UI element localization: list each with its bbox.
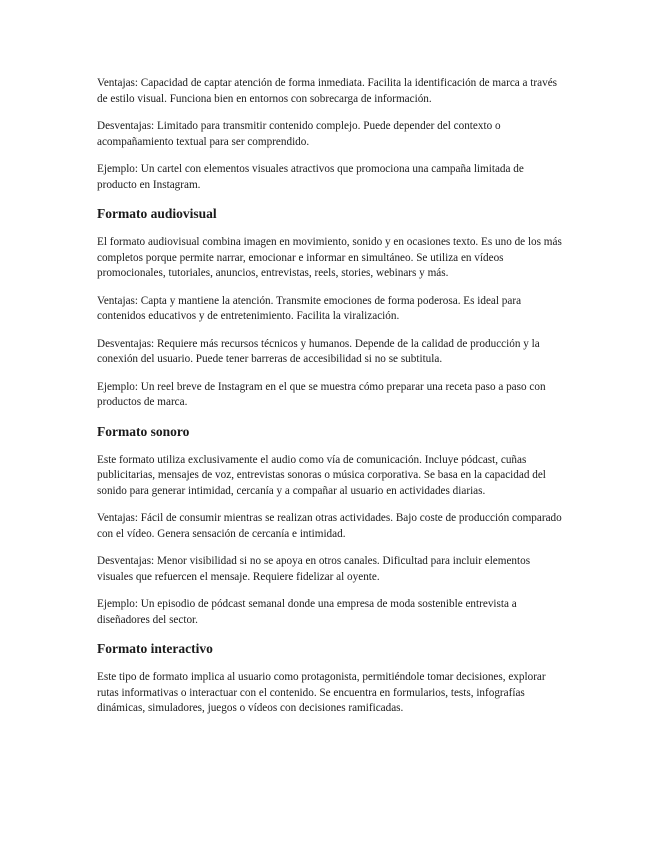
document-page <box>97 76 562 729</box>
paragraph-interactivo-intro: Este tipo de formato implica al usuario como protagonista, permitiéndole tomar decisiones, explorar rutas informativas o interactuar con el contenido. Se encuentra en formularios, tests, infografías dinámicas, simuladores, juegos o vídeos con decisiones ramificadas. <box>97 671 546 714</box>
paragraph-desventajas-visual: Desventajas: Limitado para transmitir contenido complejo. Puede depender del contexto o acompañamiento textual para ser comprendido. <box>97 120 501 148</box>
heading-formato-audiovisual: Formato audiovisual <box>97 206 217 221</box>
paragraph-ejemplo-audiovisual: Ejemplo: Un reel breve de Instagram en el que se muestra cómo preparar una receta paso a paso con productos de marca. <box>97 380 546 408</box>
paragraph-sonoro-intro: Este formato utiliza exclusivamente el audio como vía de comunicación. Incluye pódcast, cuñas publicitarias, mensajes de voz, entrevistas sonoras o música corporativa. Se basa en la capacidad del sonido para generar intimidad, cercanía y a compañar al usuario en actividades diarias. <box>97 453 546 497</box>
paragraph-desventajas-sonoro: Desventajas: Menor visibilidad si no se apoya en otros canales. Dificultad para incluir elementos visuales que refuercen el mensaje. Requiere fidelizar al oyente. <box>97 555 531 583</box>
heading-formato-interactivo: Formato interactivo <box>97 641 213 656</box>
paragraph-desventajas-audiovisual: Desventajas: Requiere más recursos técnicos y humanos. Depende de la calidad de producción y la conexión del usuario. Puede tener barreras de accesibilidad si no se subtitula. <box>97 337 540 365</box>
paragraph-ejemplo-visual: Ejemplo: Un cartel con elementos visuales atractivos que promociona una campaña limitada de producto en Instagram. <box>97 163 524 191</box>
paragraph-ventajas-sonoro: Ventajas: Fácil de consumir mientras se realizan otras actividades. Bajo coste de producción comparado con el vídeo. Genera sensación de cercanía e intimidad. <box>97 512 562 540</box>
paragraph-audiovisual-intro: El formato audiovisual combina imagen en movimiento, sonido y en ocasiones texto. Es uno de los más completos porque permite narrar, emocionar e informar en simultáneo. Se utiliza en vídeos promocionales, tutoriales, anuncios, entrevistas, reels, stories, webinars y más. <box>97 236 562 279</box>
paragraph-ventajas-visual: Ventajas: Capacidad de captar atención de forma inmediata. Facilita la identificación de marca a través de estilo visual. Funciona bien en entornos con sobrecarga de información. <box>97 77 558 105</box>
paragraph-ejemplo-sonoro: Ejemplo: Un episodio de pódcast semanal donde una empresa de moda sostenible entrevista a diseñadores del sector. <box>97 598 517 626</box>
paragraph-ventajas-audiovisual: Ventajas: Capta y mantiene la atención. Transmite emociones de forma poderosa. Es ideal para contenidos educativos y de entretenimiento. Facilita la viralización. <box>97 294 522 322</box>
heading-formato-sonoro: Formato sonoro <box>97 423 190 439</box>
